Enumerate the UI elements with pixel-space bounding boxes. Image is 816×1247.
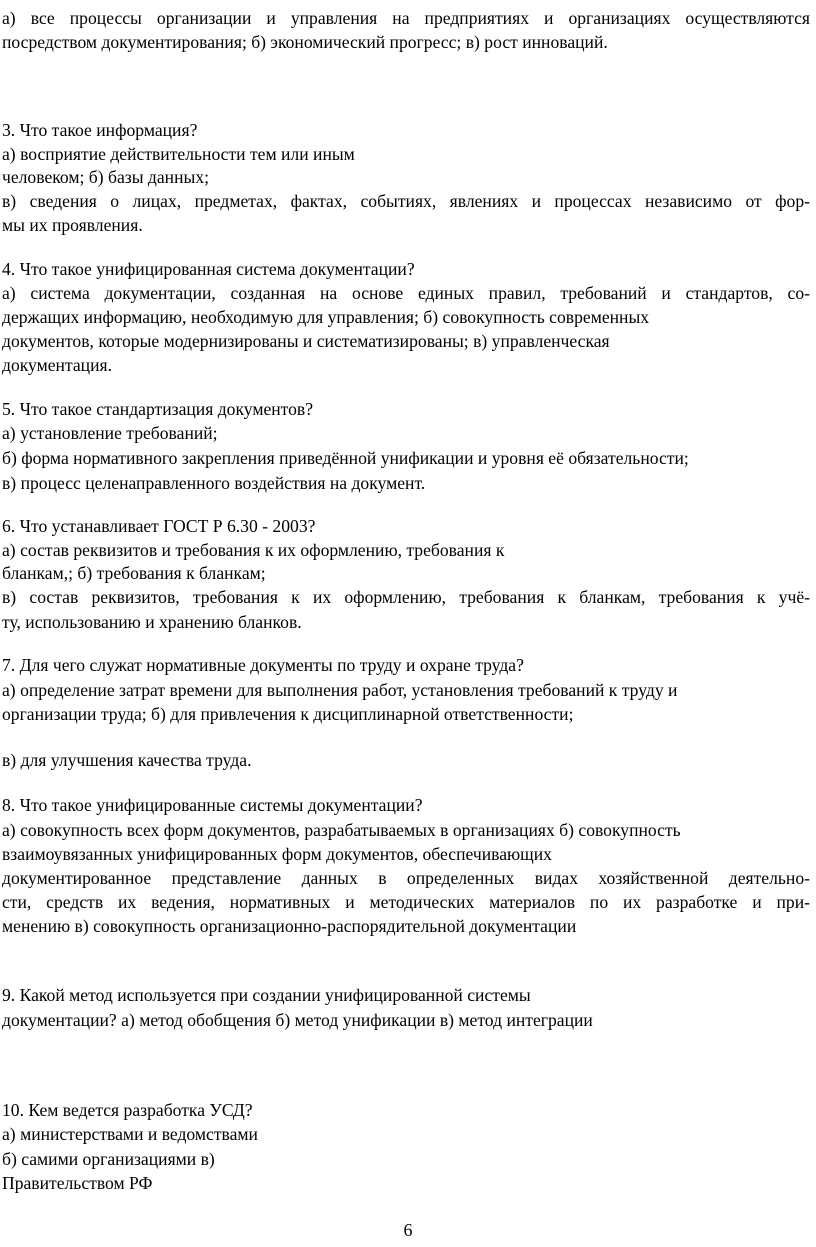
text-line: менению в) совокупность организационно-распорядительной документации xyxy=(2,916,577,936)
text-line: б) самими организациями в) xyxy=(2,1149,215,1169)
text-line: в) для улучшения качества труда. xyxy=(2,750,252,770)
question-5: 5. Что такое стандартизация документов? xyxy=(2,399,314,419)
text-line: сти, средств их ведения, нормативных и методических материалов по их разработке и при- xyxy=(2,892,810,912)
text-line: а) система документации, созданная на основе единых правил, требований и стандартов, со- xyxy=(2,283,810,303)
text-line: ту, использованию и хранению бланков. xyxy=(2,612,302,632)
text-line: а) установление требований; xyxy=(2,423,218,443)
text-line: в) состав реквизитов, требования к их оформлению, требования к бланкам, требования к учё- xyxy=(2,587,810,607)
text-line: а) министерствами и ведомствами xyxy=(2,1124,258,1144)
question-9: 9. Какой метод используется при создании унифицированной системы xyxy=(2,985,531,1005)
text-line: документированное представление данных в определенных видах хозяйственной деятельно- xyxy=(2,868,810,888)
text-line: документация. xyxy=(2,355,113,375)
text-line: взаимоувязанных унифицированных форм документов, обеспечивающих xyxy=(2,844,552,864)
text-line: а) состав реквизитов и требования к их оформлению, требования к xyxy=(2,540,505,560)
text-line: а) совокупность всех форм документов, разрабатываемых в организациях б) совокупность xyxy=(2,820,681,840)
text-line: в) сведения о лицах, предметах, фактах, событиях, явлениях и процессах независимо от фор- xyxy=(2,191,810,211)
question-3: 3. Что такое информация? xyxy=(2,120,198,140)
text-line: Правительством РФ xyxy=(2,1173,153,1193)
text-line: документации? а) метод обобщения б) метод унификации в) метод интеграции xyxy=(2,1010,593,1030)
page-number: 6 xyxy=(403,1220,413,1240)
text-line: бланкам,; б) требования к бланкам; xyxy=(2,563,266,583)
text-line: б) форма нормативного закрепления приведённой унификации и уровня её обязательности; xyxy=(2,448,689,468)
text-line: мы их проявления. xyxy=(2,215,143,235)
question-6: 6. Что устанавливает ГОСТ Р 6.30 - 2003? xyxy=(2,516,316,536)
text-line: держащих информацию, необходимую для управления; б) совокупность современных xyxy=(2,307,650,327)
text-line: а) определение затрат времени для выполнения работ, установления требований к труду и xyxy=(2,680,678,700)
text-line: человеком; б) базы данных; xyxy=(2,167,210,187)
text-line: а) восприятие действительности тем или иным xyxy=(2,144,355,164)
question-8: 8. Что такое унифицированные системы документации? xyxy=(2,795,423,815)
question-7: 7. Для чего служат нормативные документы по труду и охране труда? xyxy=(2,655,524,675)
question-10: 10. Кем ведется разработка УСД? xyxy=(2,1100,253,1120)
text-line: организации труда; б) для привлечения к дисциплинарной ответственности; xyxy=(2,704,574,724)
text-line: в) процесс целенаправленного воздействия на документ. xyxy=(2,473,426,493)
text-line: а) все процессы организации и управления на предприятиях и организациях осуществляются xyxy=(2,8,810,28)
text-line: посредством документирования; б) экономический прогресс; в) рост инноваций. xyxy=(2,32,608,52)
question-4: 4. Что такое унифицированная система документации? xyxy=(2,259,415,279)
text-line: документов, которые модернизированы и систематизированы; в) управленческая xyxy=(2,331,610,351)
